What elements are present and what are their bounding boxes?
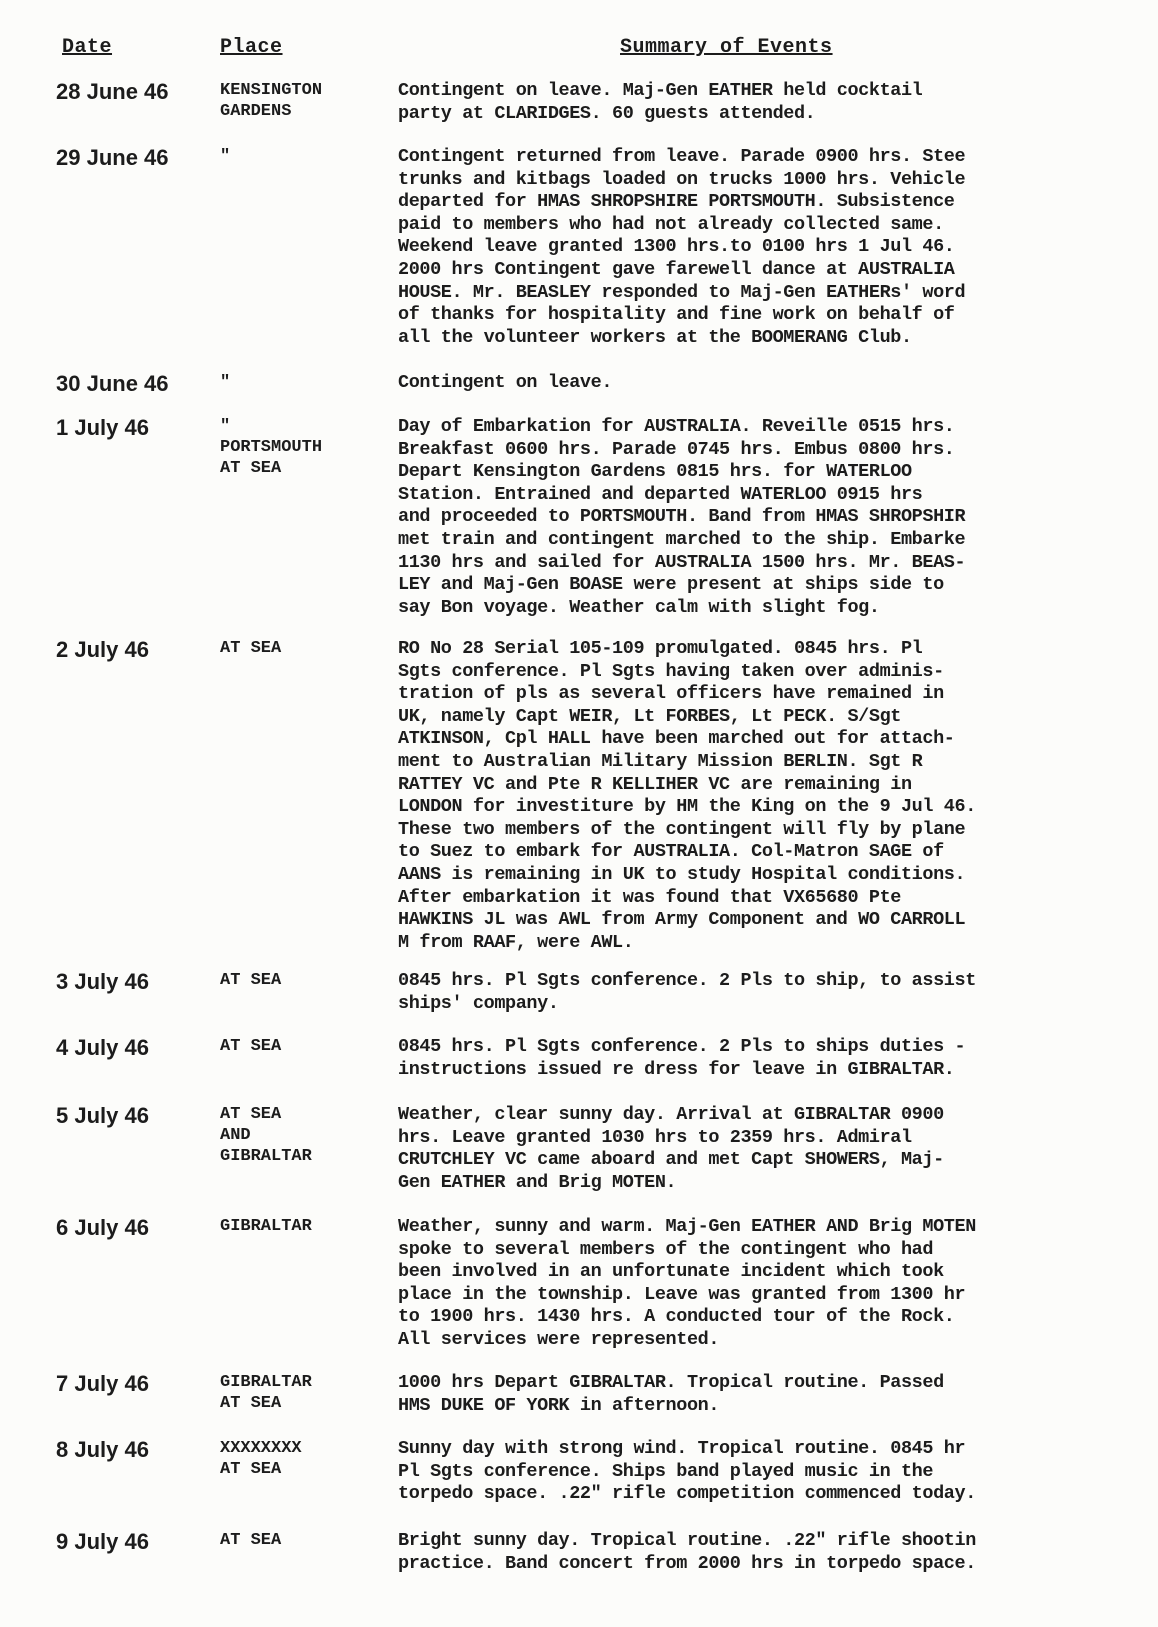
entry-place: AT SEA xyxy=(220,1037,282,1056)
entry-summary: Contingent on leave. xyxy=(398,372,613,393)
entry-date: 6 July 46 xyxy=(56,1215,149,1240)
entry-summary: Contingent returned from leave. Parade 0900 hrs. Stee trunks and kitbags loaded on trucks 1000 hrs. Vehicle departed for HMAS SHROPSHIRE PORTSMOUTH. Subsistence paid to members who had not already collected same. Weekend leave granted 1300 hrs.to 0100 hrs 1 Jul 46. 2000 hrs Contingent gave farewell dance at AUSTRALIA HOUSE. Mr. BEASLEY responded to Maj-Gen EATHERs' word of thanks for hospitality and fine work on behalf of all the volunteer workers at the BOOMERANG Club. xyxy=(398,146,966,348)
entry-date: 7 July 46 xyxy=(56,1371,149,1396)
entry-place: KENSINGTON GARDENS xyxy=(220,81,323,121)
entry-summary: Day of Embarkation for AUSTRALIA. Reveille 0515 hrs. Breakfast 0600 hrs. Parade 0745 hrs. Embus 0800 hrs. Depart Kensington Gardens 0815 hrs. for WATERLOO Station. Entrained and departed WATERLOO 0915 hrs and proceeded to PORTSMOUTH. Band from HMAS SHROPSHIR met train and contingent marched to the ship. Embarke 1130 hrs and sailed for AUSTRALIA 1500 hrs. Mr. BEAS- LEY and Maj-Gen BOASE were present at ships side to say Bon voyage. Weather calm with slight fog. xyxy=(398,416,966,618)
entry-date: 1 July 46 xyxy=(56,415,149,440)
entry-date: 9 July 46 xyxy=(56,1529,149,1554)
place-column-header: Place xyxy=(220,36,283,59)
entry-summary: Sunny day with strong wind. Tropical routine. 0845 hr Pl Sgts conference. Ships band played music in the torpedo space. .22" rifle competition commenced today. xyxy=(398,1438,976,1505)
entry-date: 3 July 46 xyxy=(56,969,149,994)
entry-summary: Bright sunny day. Tropical routine. .22" rifle shootin practice. Band concert from 2000 hrs in torpedo space. xyxy=(398,1530,976,1574)
entry-place: GIBRALTAR AT SEA xyxy=(220,1373,312,1413)
entry-date: 30 June 46 xyxy=(56,371,169,396)
entry-date: 28 June 46 xyxy=(56,79,169,104)
entry-summary: 0845 hrs. Pl Sgts conference. 2 Pls to ships duties - instructions issued re dress for leave in GIBRALTAR. xyxy=(398,1036,966,1080)
entry-summary: 1000 hrs Depart GIBRALTAR. Tropical routine. Passed HMS DUKE OF YORK in afternoon. xyxy=(398,1372,944,1416)
entry-place: AT SEA xyxy=(220,971,282,990)
entry-date: 5 July 46 xyxy=(56,1103,149,1128)
entry-place: XXXXXXXX AT SEA xyxy=(220,1439,302,1479)
entry-summary: Weather, sunny and warm. Maj-Gen EATHER AND Brig MOTEN spoke to several members of the contingent who had been involved in an unfortunate incident which took place in the township. Leave was granted from 1300 hr to 1900 hrs. 1430 hrs. A conducted tour of the Rock. All services were represented. xyxy=(398,1216,976,1350)
entry-date: 29 June 46 xyxy=(56,145,169,170)
entry-place: " PORTSMOUTH AT SEA xyxy=(220,417,323,478)
entry-place: " xyxy=(220,373,231,392)
entry-summary: RO No 28 Serial 105-109 promulgated. 0845 hrs. Pl Sgts conference. Pl Sgts having taken over adminis- tration of pls as several officers have remained in UK, namely Capt WEIR, Lt FORBES, Lt PECK. S/Sgt ATKINSON, Cpl HALL have been marched out for attach- ment to Australian Military Mission BERLIN. Sgt R RATTEY VC and Pte R KELLIHER VC are remaining in LONDON for investiture by HM the King on the 9 Jul 46. These two members of the contingent will fly by plane to Suez to embark for AUSTRALIA. Col-Matron SAGE of AANS is remaining in UK to study Hospital conditions. After embarkation it was found that VX65680 Pte HAWKINS JL was AWL from Army Component and WO CARROLL M from RAAF, were AWL. xyxy=(398,638,976,953)
entry-place: AT SEA AND GIBRALTAR xyxy=(220,1105,312,1166)
entry-summary: Contingent on leave. Maj-Gen EATHER held cocktail party at CLARIDGES. 60 guests attended. xyxy=(398,80,923,124)
entry-date: 2 July 46 xyxy=(56,637,149,662)
entry-place: GIBRALTAR xyxy=(220,1217,312,1236)
entry-summary: 0845 hrs. Pl Sgts conference. 2 Pls to ship, to assist ships' company. xyxy=(398,970,976,1014)
entry-place: AT SEA xyxy=(220,1531,282,1550)
date-column-header: Date xyxy=(62,36,113,59)
entry-summary: Weather, clear sunny day. Arrival at GIBRALTAR 0900 hrs. Leave granted 1030 hrs to 2359 hrs. Admiral CRUTCHLEY VC came aboard and met Capt SHOWERS, Maj- Gen EATHER and Brig MOTEN. xyxy=(398,1104,944,1193)
summary-column-header: Summary of Events xyxy=(620,36,833,59)
entry-date: 8 July 46 xyxy=(56,1437,149,1462)
entry-place: " xyxy=(220,147,231,166)
entry-place: AT SEA xyxy=(220,639,282,658)
entry-date: 4 July 46 xyxy=(56,1035,149,1060)
